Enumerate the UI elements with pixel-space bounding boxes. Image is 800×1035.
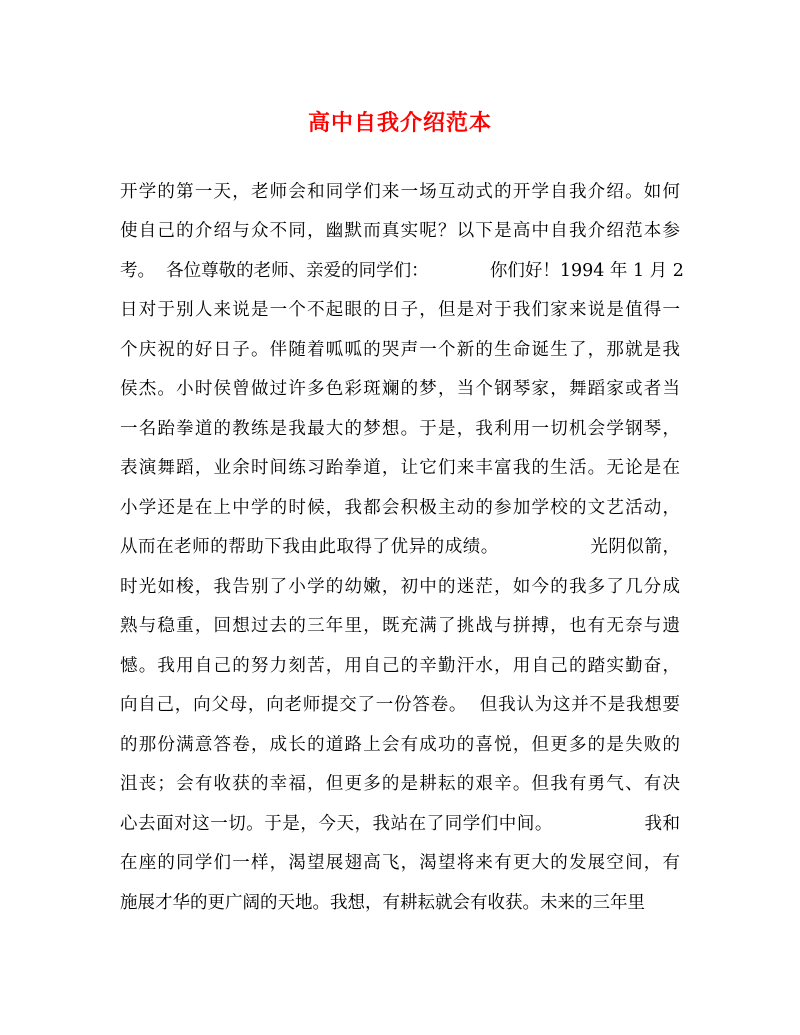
body-line-9: 小学还是在上中学的时候，我都会积极主动的参加学校的文艺活动， (120, 498, 680, 518)
body-line-1: 开学的第一天，老师会和同学们来一场互动式的开学自我介绍。如何 (120, 182, 680, 202)
body-line-4: 日对于别人来说是一个不起眼的日子，但是对于我们家来说是值得一 (120, 300, 680, 320)
body-line-16: 沮丧；会有收获的幸福，但更多的是耕耘的艰辛。但我有勇气、有决 (120, 774, 680, 794)
document-title: 高中自我介绍范本 (307, 110, 492, 136)
body-line-8: 表演舞蹈，业余时间练习跆拳道，让它们来丰富我的生活。无论是在 (120, 458, 680, 478)
body-line-10: 从而在老师的帮助下我由此取得了优异的成绩。 光阴似箭， (120, 537, 680, 557)
body-line-12: 熟与稳重，回想过去的三年里，既充满了挑战与拼搏，也有无奈与遗 (120, 616, 680, 636)
body-line-13: 憾。我用自己的努力刻苦，用自己的辛勤汗水，用自己的踏实勤奋， (120, 656, 680, 676)
body-line-14: 向自己，向父母，向老师提交了一份答卷。 但我认为这并不是我想要 (120, 695, 680, 715)
body-line-3: 考。 各位尊敬的老师、亲爱的同学们： 你们好！1994 年 1 月 2 (120, 261, 684, 281)
body-line-6: 侯杰。小时侯曾做过许多色彩斑斓的梦，当个钢琴家，舞蹈家或者当 (120, 379, 680, 399)
body-line-19: 施展才华的更广阔的天地。我想，有耕耘就会有收获。未来的三年里 (120, 893, 645, 913)
body-line-5: 个庆祝的好日子。伴随着呱呱的哭声一个新的生命诞生了，那就是我 (120, 340, 680, 360)
body-line-15: 的那份满意答卷，成长的道路上会有成功的喜悦，但更多的是失败的 (120, 735, 680, 755)
body-line-7: 一名跆拳道的教练是我最大的梦想。于是，我利用一切机会学钢琴， (120, 419, 680, 439)
body-line-2: 使自己的介绍与众不同，幽默而真实呢？以下是高中自我介绍范本参 (120, 221, 680, 241)
body-line-18: 在座的同学们一样，渴望展翅高飞，渴望将来有更大的发展空间，有 (120, 853, 680, 873)
body-line-11: 时光如梭，我告别了小学的幼嫩，初中的迷茫，如今的我多了几分成 (120, 577, 680, 597)
body-line-17: 心去面对这一切。于是，今天，我站在了同学们中间。 我和 (120, 814, 680, 834)
